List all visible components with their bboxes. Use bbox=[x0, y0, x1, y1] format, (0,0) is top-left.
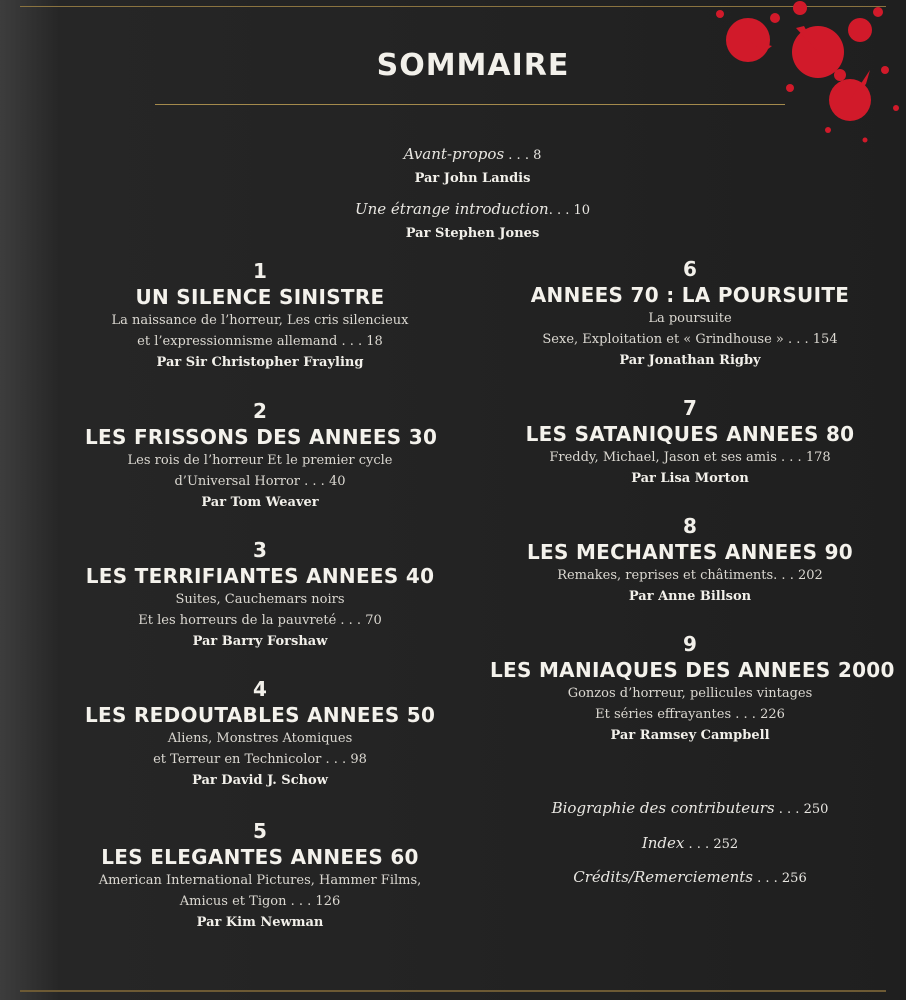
chapter-desc: d’Universal Horror . . . 40 bbox=[174, 474, 346, 489]
intro-title: Une étrange introduction bbox=[354, 200, 549, 218]
intro-page: 10 bbox=[573, 203, 591, 218]
chapter-entry bbox=[490, 632, 895, 746]
chapter-entry bbox=[85, 539, 435, 652]
bottom-rule bbox=[20, 990, 886, 992]
back-matter-title: Crédits/Remerciements bbox=[573, 868, 753, 886]
chapter-entry bbox=[85, 399, 438, 513]
chapter-author: Par David J. Schow bbox=[192, 773, 328, 788]
chapter-entry bbox=[500, 258, 880, 371]
back-matter-page: 252 bbox=[713, 837, 739, 852]
chapter-author: Par Kim Newman bbox=[196, 915, 324, 930]
chapter-desc: La poursuite bbox=[648, 311, 732, 326]
chapter-title: LES TERRIFIANTES ANNEES 40 bbox=[85, 564, 435, 588]
chapter-desc: Les rois de l’horreur Et le premier cycle bbox=[127, 453, 393, 468]
chapter-entry bbox=[85, 260, 435, 373]
chapter-desc: Et séries effrayantes . . . 226 bbox=[595, 707, 785, 722]
title-rule bbox=[155, 104, 785, 105]
chapter-author: Par Lisa Morton bbox=[631, 471, 749, 486]
intro-entry: Une étrange introduction. . . 10 Par Stephen Jones bbox=[250, 199, 695, 244]
chapter-title: LES REDOUTABLES ANNEES 50 bbox=[85, 703, 436, 727]
chapter-number: 5 bbox=[253, 819, 267, 843]
intro-page: 8 bbox=[533, 148, 542, 163]
back-matter-title: Biographie des contributeurs bbox=[551, 799, 775, 817]
chapter-author: Par Ramsey Campbell bbox=[610, 728, 770, 743]
intro-title: Avant-propos bbox=[403, 145, 505, 163]
chapter-title: LES MECHANTES ANNEES 90 bbox=[526, 540, 854, 564]
chapter-number: 4 bbox=[253, 677, 267, 701]
back-matter-title: Index bbox=[641, 834, 685, 852]
chapter-desc: Et les horreurs de la pauvreté . . . 70 bbox=[138, 613, 382, 628]
chapter-number: 2 bbox=[253, 399, 267, 423]
chapter-desc: Gonzos d’horreur, pellicules vintages bbox=[567, 686, 813, 701]
chapter-desc: Sexe, Exploitation et « Grindhouse » . . . 154 bbox=[542, 332, 838, 347]
chapter-entry bbox=[85, 678, 435, 791]
chapter-desc: Aliens, Monstres Atomiques bbox=[167, 731, 353, 746]
chapter-author: Par Jonathan Rigby bbox=[619, 353, 761, 368]
chapter-author: Par Barry Forshaw bbox=[192, 634, 328, 649]
chapter-number: 1 bbox=[253, 259, 267, 283]
back-matter-entry: Index . . . 252 bbox=[641, 834, 739, 852]
chapter-entry bbox=[85, 820, 435, 933]
chapter-desc: et Terreur en Technicolor . . . 98 bbox=[153, 752, 367, 767]
chapter-desc: Amicus et Tigon . . . 126 bbox=[179, 894, 341, 909]
page-title: SOMMAIRE bbox=[376, 48, 570, 83]
chapter-author: Par Anne Billson bbox=[628, 589, 752, 604]
chapter-desc: et l’expressionnisme allemand . . . 18 bbox=[137, 334, 383, 349]
chapter-desc: American International Pictures, Hammer Films, bbox=[98, 873, 422, 888]
chapter-title: ANNEES 70 : LA POURSUITE bbox=[530, 283, 850, 307]
chapter-author: Par Tom Weaver bbox=[201, 495, 319, 510]
chapter-author: Par Sir Christopher Frayling bbox=[156, 355, 364, 370]
chapter-title: LES SATANIQUES ANNEES 80 bbox=[525, 422, 855, 446]
chapter-desc: Suites, Cauchemars noirs bbox=[175, 592, 345, 607]
intro-author: Par Stephen Jones bbox=[405, 226, 540, 241]
chapter-title: LES MANIAQUES DES ANNEES 2000 bbox=[490, 658, 895, 682]
back-matter-page: 256 bbox=[781, 871, 807, 886]
chapter-entry bbox=[500, 397, 880, 489]
chapter-desc: La naissance de l’horreur, Les cris silencieux bbox=[111, 313, 409, 328]
chapter-title: LES FRISSONS DES ANNEES 30 bbox=[85, 425, 438, 449]
chapter-number: 9 bbox=[683, 632, 697, 656]
chapter-title: LES ELEGANTES ANNEES 60 bbox=[101, 845, 419, 869]
chapter-number: 7 bbox=[683, 396, 697, 420]
intro-author: Par John Landis bbox=[414, 171, 531, 186]
chapter-desc: Freddy, Michael, Jason et ses amis . . . 178 bbox=[549, 450, 831, 465]
chapter-desc: Remakes, reprises et châtiments. . . 202 bbox=[557, 568, 823, 583]
back-matter-page: 250 bbox=[803, 802, 829, 817]
chapter-number: 3 bbox=[253, 538, 267, 562]
back-matter-entry: Biographie des contributeurs . . . 250 bbox=[551, 799, 829, 817]
chapter-title: UN SILENCE SINISTRE bbox=[135, 285, 385, 309]
chapter-entry bbox=[500, 515, 880, 607]
chapter-number: 6 bbox=[683, 257, 697, 281]
chapter-number: 8 bbox=[683, 514, 697, 538]
intro-entry: Avant-propos . . . 8 Par John Landis bbox=[250, 144, 695, 189]
back-matter-entry: Crédits/Remerciements . . . 256 bbox=[573, 868, 807, 886]
